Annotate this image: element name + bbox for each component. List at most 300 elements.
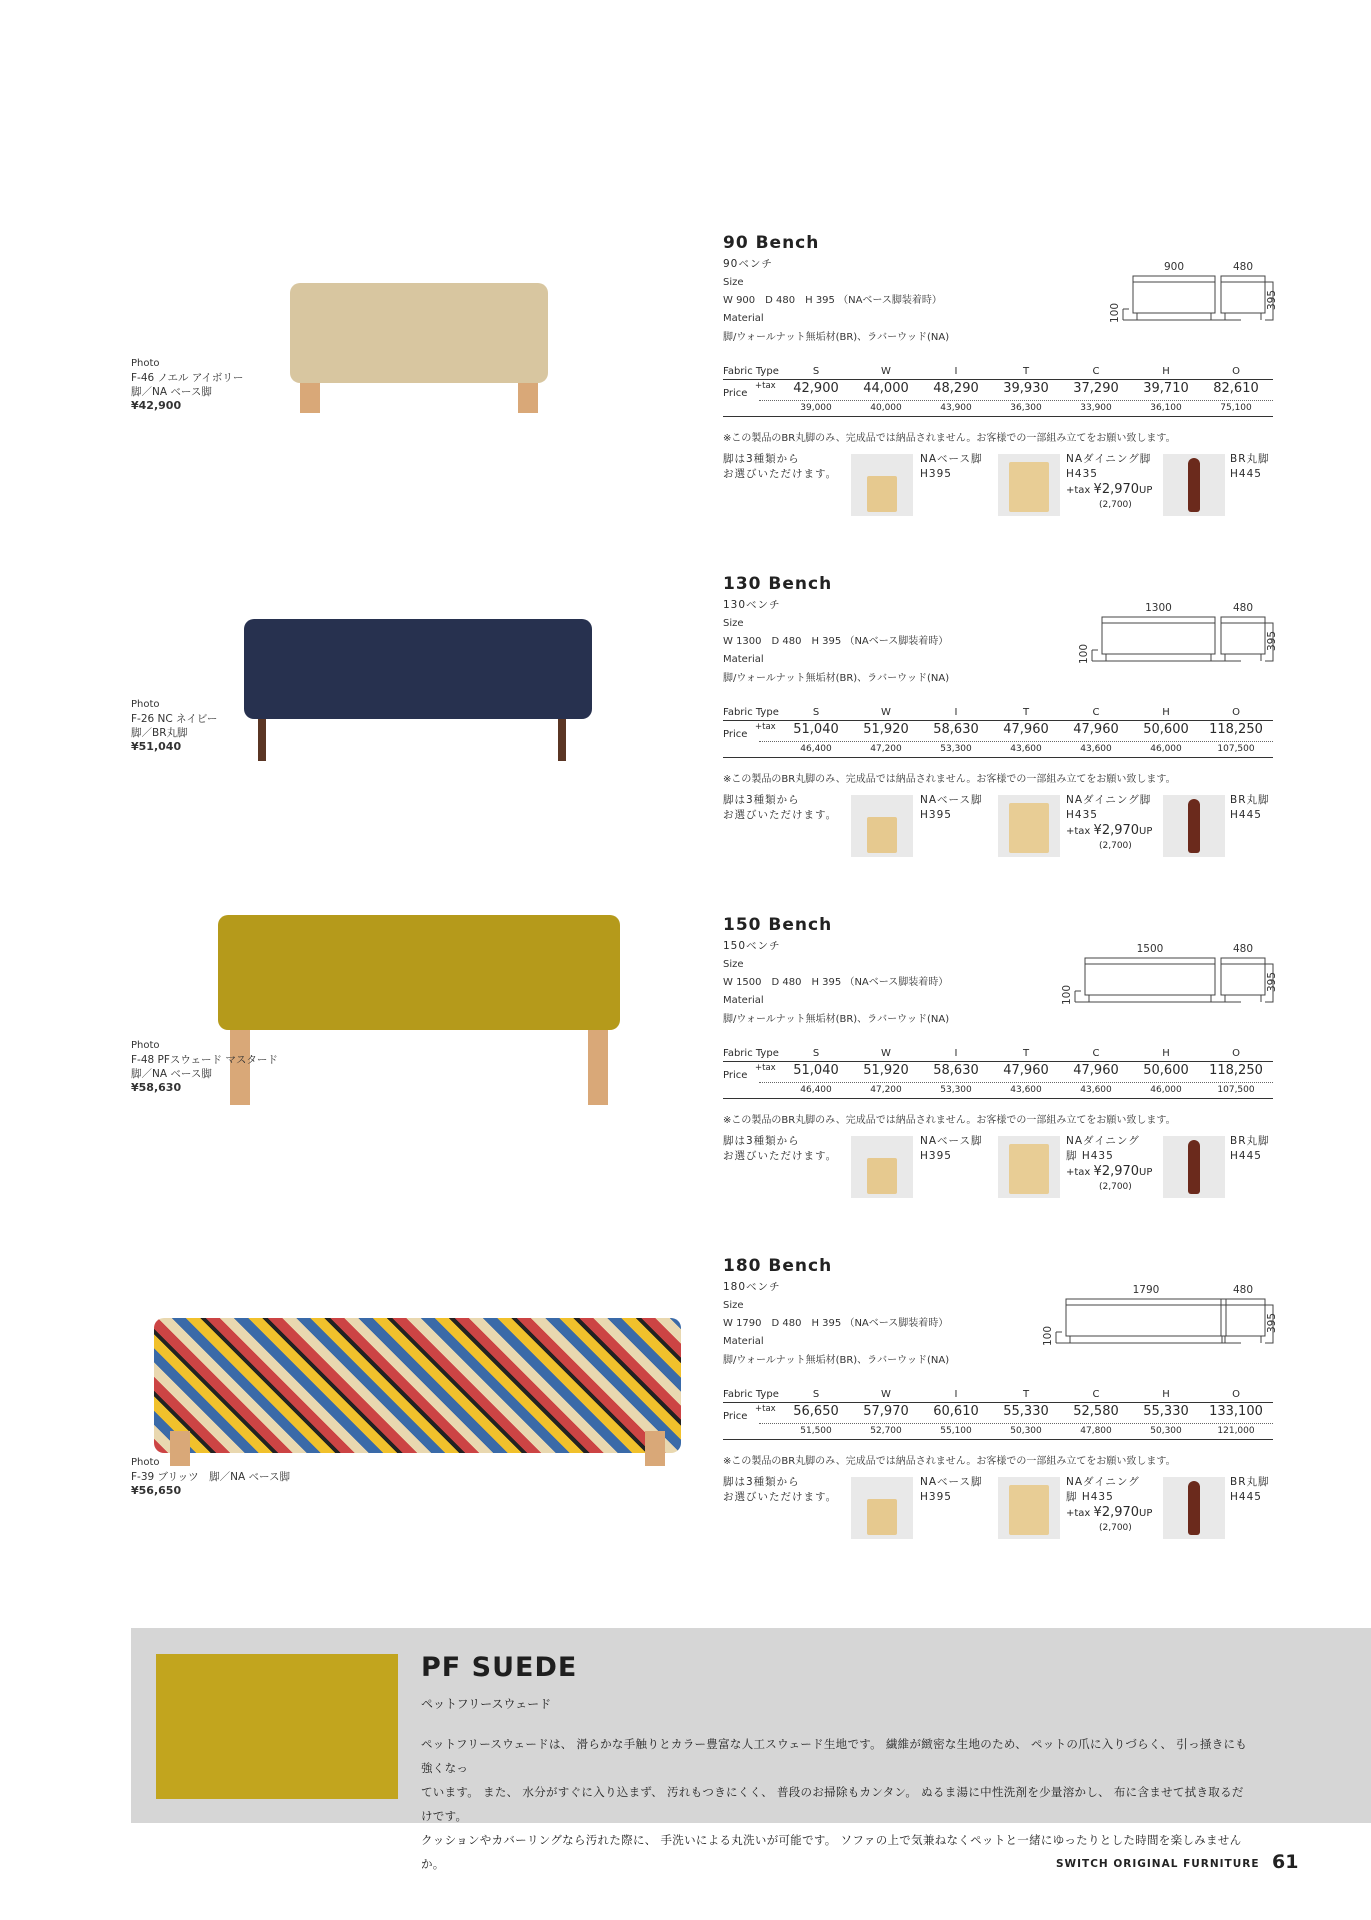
caption-fabric: F-48 PFスウェード マスタード <box>131 1054 278 1066</box>
material-label: Material <box>723 995 764 1006</box>
table-rule <box>759 1082 1273 1083</box>
dimension-diagram <box>1023 261 1279 350</box>
product-spec <box>723 233 1279 563</box>
height-dimension: 395 <box>1266 1312 1279 1334</box>
leg-option-label <box>1230 1134 1270 1164</box>
diagram-line <box>1102 623 1215 654</box>
leg-option-name: BR丸脚 <box>1230 453 1270 465</box>
leg-shape <box>867 1499 897 1535</box>
dimension-diagram <box>1023 1284 1279 1373</box>
caption-label: Photo <box>131 358 160 369</box>
caption-price: ¥58,630 <box>131 1081 182 1094</box>
leg-shape <box>1188 458 1200 512</box>
diagram-line <box>1102 617 1215 623</box>
price-with-tax: 47,960 <box>1003 722 1049 737</box>
price-without-tax: 36,100 <box>1150 403 1182 413</box>
caption-price: ¥51,040 <box>131 740 182 753</box>
leg-option-height: 脚 H435 <box>1066 1491 1114 1503</box>
price-without-tax: 50,300 <box>1010 1426 1042 1436</box>
tax-label: +tax <box>755 381 776 391</box>
height-dimension: 395 <box>1266 630 1279 652</box>
photo-caption <box>131 1456 290 1498</box>
leg-shape <box>1009 1144 1049 1194</box>
fabric-type: I <box>954 366 958 377</box>
leg-option-name: NAダイニング <box>1066 1135 1140 1147</box>
diagram-line <box>1221 964 1265 995</box>
price-with-tax: 47,960 <box>1073 722 1119 737</box>
upcharge-price <box>1066 823 1152 838</box>
diagram-line <box>1221 1305 1265 1336</box>
leg-intro-line: 脚は3種類から <box>723 1135 800 1147</box>
fabric-type: O <box>1232 707 1240 718</box>
leg-option-label <box>1230 1475 1270 1505</box>
dimension-diagram <box>1023 943 1279 1032</box>
leg-option-height: H435 <box>1066 809 1098 821</box>
tax-label: +tax <box>755 1063 776 1073</box>
price-without-tax: 39,000 <box>800 403 832 413</box>
product-photo <box>125 915 685 1245</box>
leg-photo <box>1163 1136 1225 1198</box>
size-label: Size <box>723 618 744 629</box>
leg-shape <box>867 476 897 512</box>
dimension-diagram <box>1023 602 1279 691</box>
fabric-type: S <box>812 1389 820 1400</box>
fabric-type: T <box>1022 1389 1030 1400</box>
width-dimension: 1300 <box>1145 602 1172 614</box>
product-section <box>0 1256 1371 1586</box>
dimension-drawing <box>1023 270 1273 350</box>
price-without-tax: 46,400 <box>800 744 832 754</box>
fabric-type: H <box>1162 1048 1170 1059</box>
leg-options <box>723 452 1273 532</box>
table-rule <box>723 1061 1273 1062</box>
price-without-tax: 52,700 <box>870 1426 902 1436</box>
table-rule <box>723 1098 1273 1099</box>
leg-option-name: NAベース脚 <box>920 794 983 806</box>
leg-option-name: NAダイニング脚 <box>1066 453 1152 465</box>
product-subtitle: 90ベンチ <box>723 258 773 270</box>
leg-option-name: NAベース脚 <box>920 1476 983 1488</box>
upcharge-suffix: UP <box>1139 826 1153 837</box>
price-with-tax: 39,710 <box>1143 381 1189 396</box>
assembly-note: ※この製品のBR丸脚のみ、完成品では納品されません。お客様での一部組み立てをお願い致します。 <box>723 433 1176 444</box>
leg-photo <box>851 795 913 857</box>
diagram-line <box>1225 654 1261 661</box>
bench-leg <box>518 383 538 413</box>
caption-leg: 脚／NA ベース脚 <box>131 1068 212 1080</box>
depth-dimension: 480 <box>1232 943 1254 955</box>
leg-shape <box>867 1158 897 1194</box>
leg-option-height: H395 <box>920 1491 952 1503</box>
leg-option-height: H435 <box>1066 468 1098 480</box>
fabric-type: T <box>1022 366 1030 377</box>
fabric-type: W <box>881 1048 891 1059</box>
leg-intro-line: お選びいただけます。 <box>723 1491 838 1503</box>
product-section <box>0 574 1371 904</box>
fabric-type: S <box>812 707 820 718</box>
price-without-tax: 47,800 <box>1080 1426 1112 1436</box>
price-with-tax: 51,920 <box>863 722 909 737</box>
bench-leg <box>645 1431 665 1466</box>
price-with-tax: 44,000 <box>863 381 909 396</box>
product-photo <box>125 574 685 904</box>
footer-brand: SWITCH ORIGINAL FURNITURE <box>1056 1858 1260 1870</box>
caption-leg: 脚／NA ベース脚 <box>131 386 212 398</box>
leg-intro-line: お選びいただけます。 <box>723 1150 838 1162</box>
fabric-type: T <box>1022 1048 1030 1059</box>
diagram-line <box>1123 309 1129 320</box>
price-table <box>723 1048 1273 1104</box>
fabric-type-label: Fabric Type <box>723 1048 779 1059</box>
leg-shape <box>867 817 897 853</box>
depth-dimension: 480 <box>1232 1284 1254 1296</box>
diagram-line <box>1137 313 1211 320</box>
leg-option-label <box>1066 793 1151 823</box>
leg-intro-text <box>723 1134 837 1164</box>
leg-option-name: NAベース脚 <box>920 453 983 465</box>
size-label: Size <box>723 959 744 970</box>
width-dimension: 1790 <box>1132 1284 1160 1296</box>
leg-photo <box>1163 1477 1225 1539</box>
leg-photo <box>1163 454 1225 516</box>
leg-shape <box>1009 803 1049 853</box>
product-spec <box>723 1256 1279 1586</box>
material-label: Material <box>723 313 764 324</box>
size-label: Size <box>723 1300 744 1311</box>
assembly-note: ※この製品のBR丸脚のみ、完成品では納品されません。お客様での一部組み立てをお願い致します。 <box>723 1115 1176 1126</box>
bench-cushion <box>244 619 592 719</box>
leg-option-height: H445 <box>1230 1150 1262 1162</box>
leg-intro-line: 脚は3種類から <box>723 1476 800 1488</box>
table-rule <box>759 400 1273 401</box>
leg-option-name: BR丸脚 <box>1230 794 1270 806</box>
fabric-type: S <box>812 1048 820 1059</box>
bench-cushion <box>290 283 548 383</box>
bench-leg <box>588 1030 608 1105</box>
price-without-tax: 40,000 <box>870 403 902 413</box>
material-label: Material <box>723 654 764 665</box>
leg-options <box>723 1475 1273 1555</box>
diagram-line <box>1085 964 1215 995</box>
leg-option-label <box>1066 452 1151 482</box>
price-without-tax: 43,600 <box>1080 1085 1112 1095</box>
diagram-line <box>1221 623 1265 654</box>
leg-option-name: NAベース脚 <box>920 1135 983 1147</box>
diagram-line <box>1221 958 1265 964</box>
leg-option-name: NAダイニング <box>1066 1476 1140 1488</box>
leg-height-dimension: 100 <box>1061 984 1074 1006</box>
upcharge-amount: ¥2,970 <box>1093 1505 1140 1520</box>
leg-shape <box>1009 462 1049 512</box>
size-value: W 1790 D 480 H 395 （NAベース脚装着時） <box>723 1318 949 1329</box>
diagram-line <box>1056 1332 1062 1343</box>
fabric-type: H <box>1162 707 1170 718</box>
product-subtitle: 150ベンチ <box>723 940 781 952</box>
diagram-line <box>1089 995 1211 1002</box>
leg-option-label <box>920 1134 983 1164</box>
diagram-line <box>1221 276 1265 282</box>
leg-option-name: BR丸脚 <box>1230 1135 1270 1147</box>
leg-height-dimension: 100 <box>1078 643 1091 665</box>
price-without-tax: 43,600 <box>1010 1085 1042 1095</box>
fabric-type: H <box>1162 366 1170 377</box>
diagram-line <box>1221 282 1265 313</box>
product-title: 90 Bench <box>723 233 820 253</box>
depth-dimension: 480 <box>1232 261 1254 273</box>
material-value: 脚/ウォールナット無垢材(BR)、ラバーウッド(NA) <box>723 332 950 343</box>
leg-option-label <box>920 1475 983 1505</box>
fabric-type: O <box>1232 1389 1240 1400</box>
price-without-tax: 43,900 <box>940 403 972 413</box>
upcharge-amount: ¥2,970 <box>1093 482 1140 497</box>
width-dimension: 900 <box>1163 261 1185 273</box>
leg-option-name: NAダイニング脚 <box>1066 794 1152 806</box>
leg-option-label <box>1066 1475 1140 1505</box>
leg-intro-line: 脚は3種類から <box>723 794 800 806</box>
price-without-tax: 51,500 <box>800 1426 832 1436</box>
price-with-tax: 60,610 <box>933 1404 979 1419</box>
bench-leg <box>258 719 266 761</box>
fabric-type: O <box>1232 1048 1240 1059</box>
price-with-tax: 37,290 <box>1073 381 1119 396</box>
leg-option-height: H445 <box>1230 1491 1262 1503</box>
diagram-line <box>1133 276 1215 282</box>
product-section <box>0 915 1371 1245</box>
fabric-swatch <box>156 1654 398 1799</box>
leg-shape <box>1188 1140 1200 1194</box>
table-rule <box>759 1423 1273 1424</box>
diagram-line <box>1092 650 1098 661</box>
diagram-line <box>1225 313 1261 320</box>
leg-option-height: H395 <box>920 1150 952 1162</box>
upcharge-price <box>1066 1164 1152 1179</box>
fabric-type: O <box>1232 366 1240 377</box>
leg-option-height: H445 <box>1230 809 1262 821</box>
price-without-tax: 43,600 <box>1010 744 1042 754</box>
fabric-type-label: Fabric Type <box>723 366 779 377</box>
width-dimension: 1500 <box>1136 943 1164 955</box>
price-without-tax: 50,300 <box>1150 1426 1182 1436</box>
fabric-type: W <box>881 1389 891 1400</box>
diagram-line <box>1133 282 1215 313</box>
leg-photo <box>998 795 1060 857</box>
price-with-tax: 133,100 <box>1209 1404 1263 1419</box>
fabric-type: T <box>1022 707 1030 718</box>
caption-label: Photo <box>131 699 160 710</box>
caption-label: Photo <box>131 1040 160 1051</box>
price-with-tax: 50,600 <box>1143 722 1189 737</box>
pf-suede-description <box>421 1732 1251 1876</box>
leg-photo <box>1163 795 1225 857</box>
diagram-line <box>1225 995 1261 1002</box>
leg-photo <box>998 454 1060 516</box>
upcharge-price <box>1066 482 1152 497</box>
price-table <box>723 366 1273 422</box>
size-value: W 900 D 480 H 395 （NAベース脚装着時） <box>723 295 942 306</box>
fabric-type: C <box>1092 1048 1100 1059</box>
price-without-tax: 55,100 <box>940 1426 972 1436</box>
leg-option-label <box>1230 793 1270 823</box>
photo-caption <box>131 1039 278 1095</box>
caption-leg: 脚／BR丸脚 <box>131 727 188 739</box>
leg-height-dimension: 100 <box>1042 1325 1055 1347</box>
page-number: 61 <box>1272 1851 1299 1873</box>
price-without-tax: 47,200 <box>870 1085 902 1095</box>
table-rule <box>723 379 1273 380</box>
description-line: クッションやカバーリングなら汚れた際に、 手洗いによる丸洗いが可能です。 ソファの上で気兼ねなくペットと一緒にゆったりとした時間を楽しみませんか。 <box>421 1833 1242 1871</box>
table-rule <box>723 1402 1273 1403</box>
price-label: Price <box>723 388 748 399</box>
upcharge-price <box>1066 1505 1152 1520</box>
upcharge-suffix: UP <box>1139 485 1153 496</box>
price-with-tax: 47,960 <box>1073 1063 1119 1078</box>
product-spec <box>723 915 1279 1245</box>
upcharge-without-tax: (2,700) <box>1099 500 1132 510</box>
leg-intro-line: 脚は3種類から <box>723 453 800 465</box>
price-without-tax: 53,300 <box>940 744 972 754</box>
caption-price: ¥56,650 <box>131 1484 182 1497</box>
upcharge-amount: ¥2,970 <box>1093 823 1140 838</box>
table-rule <box>723 416 1273 417</box>
price-with-tax: 58,630 <box>933 1063 979 1078</box>
leg-option-height: H395 <box>920 468 952 480</box>
photo-caption <box>131 357 243 413</box>
description-line: ペットフリースウェードは、 滑らかな手触りとカラー豊富な人工スウェード生地です。 繊維が緻密な生地のため、 ペットの爪に入りづらく、 引っ掻きにも強くなっ <box>421 1737 1248 1775</box>
diagram-line <box>1075 991 1081 1002</box>
bench-image <box>154 1318 681 1466</box>
diagram-line <box>1221 1299 1265 1305</box>
leg-intro-line: お選びいただけます。 <box>723 468 838 480</box>
assembly-note: ※この製品のBR丸脚のみ、完成品では納品されません。お客様での一部組み立てをお願い致します。 <box>723 1456 1176 1467</box>
leg-shape <box>1009 1485 1049 1535</box>
leg-option-label <box>1066 1134 1140 1164</box>
diagram-line <box>1106 654 1211 661</box>
product-subtitle: 130ベンチ <box>723 599 781 611</box>
diagram-line <box>1066 1299 1226 1305</box>
bench-cushion <box>154 1318 681 1453</box>
leg-option-height: 脚 H435 <box>1066 1150 1114 1162</box>
product-spec <box>723 574 1279 904</box>
material-label: Material <box>723 1336 764 1347</box>
price-without-tax: 36,300 <box>1010 403 1042 413</box>
price-with-tax: 58,630 <box>933 722 979 737</box>
price-without-tax: 121,000 <box>1217 1426 1255 1436</box>
leg-intro-line: お選びいただけます。 <box>723 809 838 821</box>
description-line: ています。 また、 水分がすぐに入り込まず、 汚れもつきにくく、 普段のお掃除もカンタン。 ぬるま湯に中性洗剤を少量溶かし、 布に含ませて拭き取るだけです。 <box>421 1785 1244 1823</box>
pf-suede-title: PF SUEDE <box>421 1652 578 1683</box>
leg-option-height: H445 <box>1230 468 1262 480</box>
price-without-tax: 47,200 <box>870 744 902 754</box>
price-without-tax: 75,100 <box>1220 403 1252 413</box>
product-photo <box>125 1256 685 1586</box>
price-with-tax: 118,250 <box>1209 1063 1263 1078</box>
price-without-tax: 46,000 <box>1150 1085 1182 1095</box>
fabric-type: H <box>1162 1389 1170 1400</box>
price-with-tax: 51,040 <box>793 1063 839 1078</box>
height-dimension: 395 <box>1266 971 1279 993</box>
upcharge-without-tax: (2,700) <box>1099 1182 1132 1192</box>
fabric-type-label: Fabric Type <box>723 1389 779 1400</box>
leg-option-label <box>920 452 983 482</box>
leg-intro-text <box>723 452 837 482</box>
price-with-tax: 55,330 <box>1143 1404 1189 1419</box>
leg-shape <box>1188 799 1200 853</box>
diagram-line <box>1066 1305 1226 1336</box>
price-without-tax: 46,400 <box>800 1085 832 1095</box>
price-without-tax: 107,500 <box>1217 1085 1255 1095</box>
fabric-type: S <box>812 366 820 377</box>
upcharge-tax-label: +tax <box>1066 826 1091 837</box>
dimension-drawing <box>1023 611 1273 691</box>
leg-shape <box>1188 1481 1200 1535</box>
price-with-tax: 55,330 <box>1003 1404 1049 1419</box>
fabric-type: C <box>1092 707 1100 718</box>
leg-options <box>723 1134 1273 1214</box>
price-with-tax: 47,960 <box>1003 1063 1049 1078</box>
height-dimension: 395 <box>1266 289 1279 311</box>
leg-photo <box>998 1477 1060 1539</box>
price-label: Price <box>723 1411 748 1422</box>
caption-fabric: F-39 ブリッツ 脚／NA ベース脚 <box>131 1471 291 1483</box>
price-without-tax: 33,900 <box>1080 403 1112 413</box>
price-with-tax: 51,040 <box>793 722 839 737</box>
leg-options <box>723 793 1273 873</box>
leg-intro-text <box>723 1475 837 1505</box>
diagram-line <box>1225 1336 1261 1343</box>
price-table <box>723 707 1273 763</box>
price-with-tax: 48,290 <box>933 381 979 396</box>
depth-dimension: 480 <box>1232 602 1254 614</box>
leg-option-label <box>920 793 983 823</box>
material-value: 脚/ウォールナット無垢材(BR)、ラバーウッド(NA) <box>723 1355 950 1366</box>
fabric-type: I <box>954 1389 958 1400</box>
material-value: 脚/ウォールナット無垢材(BR)、ラバーウッド(NA) <box>723 673 950 684</box>
table-rule <box>723 1439 1273 1440</box>
fabric-type: W <box>881 707 891 718</box>
fabric-type: I <box>954 707 958 718</box>
tax-label: +tax <box>755 1404 776 1414</box>
bench-image <box>290 283 548 413</box>
photo-caption <box>131 698 217 754</box>
price-with-tax: 39,930 <box>1003 381 1049 396</box>
diagram-line <box>1085 958 1215 964</box>
upcharge-without-tax: (2,700) <box>1099 841 1132 851</box>
upcharge-suffix: UP <box>1139 1167 1153 1178</box>
fabric-type: W <box>881 366 891 377</box>
price-with-tax: 56,650 <box>793 1404 839 1419</box>
leg-photo <box>998 1136 1060 1198</box>
price-without-tax: 43,600 <box>1080 744 1112 754</box>
price-with-tax: 51,920 <box>863 1063 909 1078</box>
table-rule <box>723 720 1273 721</box>
upcharge-tax-label: +tax <box>1066 1508 1091 1519</box>
leg-height-dimension: 100 <box>1109 302 1122 324</box>
bench-image <box>244 619 592 761</box>
fabric-type-label: Fabric Type <box>723 707 779 718</box>
material-value: 脚/ウォールナット無垢材(BR)、ラバーウッド(NA) <box>723 1014 950 1025</box>
product-subtitle: 180ベンチ <box>723 1281 781 1293</box>
product-title: 180 Bench <box>723 1256 833 1276</box>
size-label: Size <box>723 277 744 288</box>
price-with-tax: 57,970 <box>863 1404 909 1419</box>
fabric-type: C <box>1092 1389 1100 1400</box>
bench-leg <box>558 719 566 761</box>
price-without-tax: 53,300 <box>940 1085 972 1095</box>
product-section <box>0 233 1371 563</box>
leg-intro-text <box>723 793 837 823</box>
price-with-tax: 42,900 <box>793 381 839 396</box>
fabric-type: C <box>1092 366 1100 377</box>
